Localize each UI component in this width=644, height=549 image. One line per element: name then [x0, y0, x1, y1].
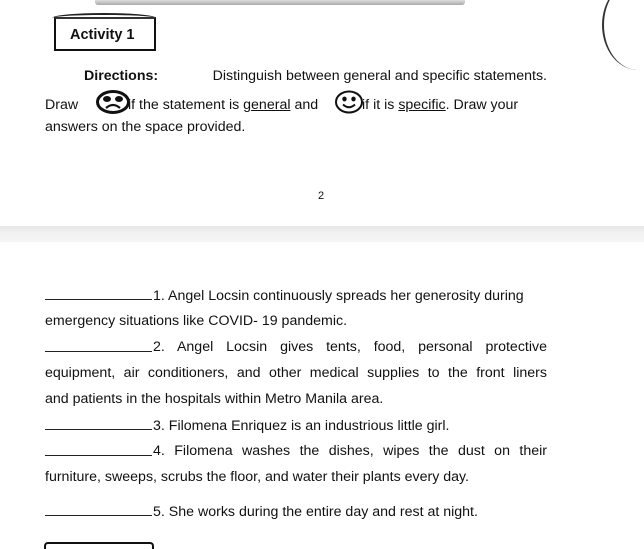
directions-line-1 — [45, 66, 547, 86]
worksheet-page-2 — [0, 242, 644, 549]
answer-blank-1[interactable] — [45, 285, 152, 300]
item-1-text: 1. Angel Locsin continuously spreads her generosity during — [153, 288, 524, 304]
specific-suffix: . Draw your — [445, 96, 519, 113]
directions-line-3: answers on the space provided. — [45, 119, 246, 135]
happy-face-icon — [334, 90, 364, 120]
item-2-line-1 — [45, 337, 547, 357]
item-2-line-3: and patients in the hospitals within Metro Manila area. — [45, 391, 384, 407]
directions-intro: Distinguish between general and specific statements. — [212, 68, 547, 84]
answer-blank-4[interactable] — [45, 441, 152, 456]
decorative-border-curve — [602, 0, 644, 70]
next-activity-box-edge — [44, 542, 154, 549]
page-top-bar — [95, 0, 465, 5]
worksheet-page-1 — [0, 0, 644, 226]
general-and: and — [294, 96, 319, 113]
item-2-text: 2. Angel Locsin gives tents, food, personal protective — [153, 339, 547, 355]
directions-line-2 — [45, 90, 547, 120]
item-1-line-1 — [45, 285, 547, 306]
answer-blank-5[interactable] — [45, 501, 152, 516]
page-number: 2 — [318, 190, 325, 202]
specific-prefix: if it is — [362, 96, 395, 113]
item-5-text: 5. She works during the entire day and rest at night. — [153, 504, 478, 520]
item-3-text: 3. Filomena Enriquez is an industrious little girl. — [153, 418, 450, 434]
item-4-text: 4. Filomena washes the dishes, wipes the dust on their — [153, 443, 547, 459]
directions-label: Directions: — [84, 68, 159, 84]
item-2-line-2: equipment, air conditioners, and other medical supplies to the front liners — [45, 365, 547, 381]
general-word: general — [243, 96, 291, 113]
answer-blank-3[interactable] — [45, 415, 152, 430]
answer-blank-2[interactable] — [45, 337, 152, 352]
page-separator — [0, 226, 644, 242]
specific-word: specific — [398, 96, 446, 113]
item-3-line-1 — [45, 415, 547, 436]
item-1-line-2: emergency situations like COVID- 19 pandemic. — [45, 313, 348, 329]
activity-title: Activity 1 — [70, 27, 135, 43]
sad-face-icon — [96, 90, 130, 120]
item-4-line-1 — [45, 441, 547, 461]
directions-draw: Draw — [45, 96, 79, 113]
item-4-line-2: furniture, sweeps, scrubs the floor, and water their plants every day. — [45, 469, 469, 485]
activity-title-box — [54, 17, 156, 51]
item-5-line-1 — [45, 501, 547, 522]
general-prefix: if the statement is — [128, 96, 240, 113]
